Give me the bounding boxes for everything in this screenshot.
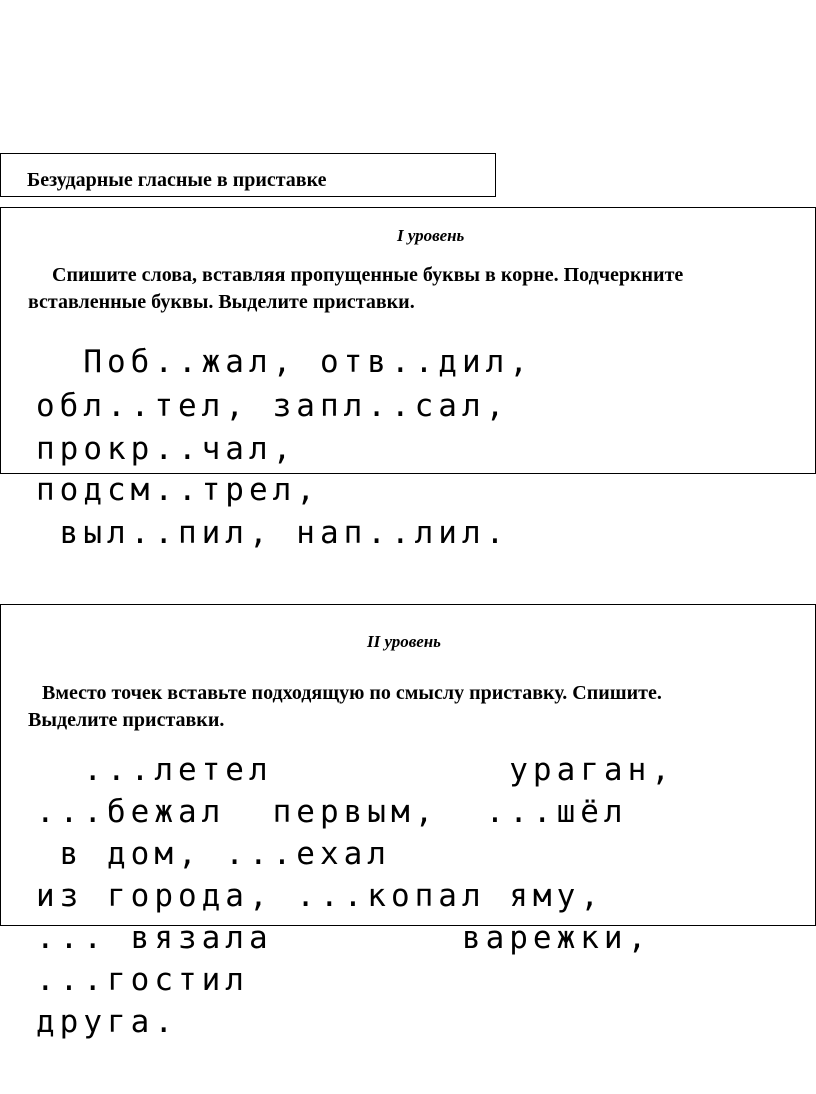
level1-instruction-line1: Спишите слова, вставляя пропущенные буквы в корне. Подчеркните [52,264,684,286]
level2-instruction-line2: Выделите приставки. [28,709,225,731]
page-title: Безударные гласные в приставке [27,169,327,191]
level2-exercise-line-5: ... вязала варежки, [36,920,652,956]
level1-exercise-line-1: Поб..жал, отв..дил, [36,344,533,380]
level1-heading: I уровень [397,226,465,245]
level2-exercise-line-6: ...гостил [36,962,249,998]
level2-exercise-line-3: в дом, ...ехал [36,836,391,872]
level1-exercise-line-5: выл..пил, нап..лил. [36,515,510,551]
level1-instruction-line2: вставленные буквы. Выделите приставки. [28,291,415,313]
level2-exercise-line-4: из города, ...копал яму, [36,878,604,914]
level2-exercise-line-2: ...бежал первым, ...шёл [36,794,628,830]
level1-exercise-line-2: обл..тел, запл..сал, [36,388,510,424]
level2-exercise-line-1: ...летел ураган, [36,752,675,788]
level1-exercise-line-3: прокр..чал, [36,431,297,467]
level1-exercise-line-4: подсм..трел, [36,472,320,508]
level2-heading: II уровень [367,632,441,651]
level2-instruction-line1: Вместо точек вставьте подходящую по смыслу приставку. Спишите. [42,682,662,704]
level2-exercise-line-7: друга. [36,1004,178,1040]
